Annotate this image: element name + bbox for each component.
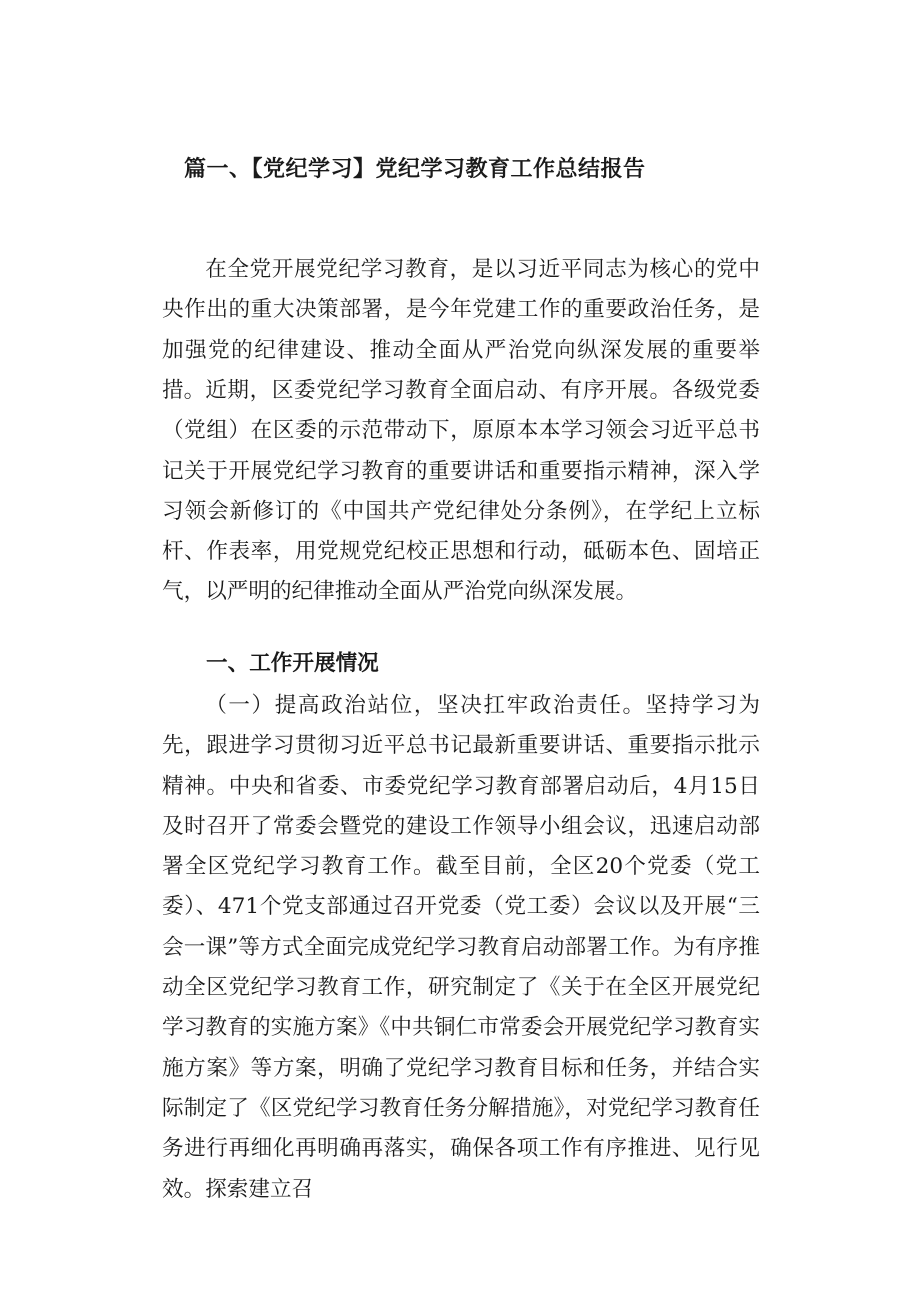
overview-paragraph: 近期，区委党纪学习教育全面启动、有序开展。各级党委（党组）在区委的示范带动下，原原本本学习领会习近平总书记关于开展党纪学习教育的重要讲话和重要指示精神，深入学习领会新修订的《中国共产党纪律处分条例》，在学纪上立标杆、作表率，用党规党纪校正思想和行动，砥砺本色、固培正气，以严明的纪律推动全面从严治党向纵深发展。 [162, 378, 760, 605]
section-heading: 一、工作开展情况 [206, 651, 379, 676]
document-title: 篇一、【党纪学习】党纪学习教育工作总结报告 [184, 157, 646, 182]
intro-paragraph: 在全党开展党纪学习教育，是以习近平同志为核心的党中央作出的重大决策部署，是今年党建工作的重要政治任务，是加强党的纪律建设、推动全面从严治党向纵深发展的重要举措。 [162, 257, 760, 403]
section-paragraph: （一）提高政治站位，坚决扛牢政治责任。坚持学习为先，跟进学习贯彻习近平总书记最新重要讲话、重要指示批示精神。中央和省委、市委党纪学习教育部署启动后，4月15日及时召开了常委会暨党的建设工作领导小组会议，迅速启动部署全区党纪学习教育工作。截至目前，全区20个党委（党工委）、471个党支部通过召开党委（党工委）会议以及开展“三会一课”等方式全面完成党纪学习教育启动部署工作。为有序推动全区党纪学习教育工作，研究制定了《关于在全区开展党纪学习教育的实施方案》《中共铜仁市常委会开展党纪学习教育实施方案》等方案，明确了党纪学习教育目标和任务，并结合实际制定了《区党纪学习教育任务分解措施》，对党纪学习教育任务进行再细化再明确再落实，确保各项工作有序推进、见行见效。探索建立召 [162, 693, 760, 1202]
